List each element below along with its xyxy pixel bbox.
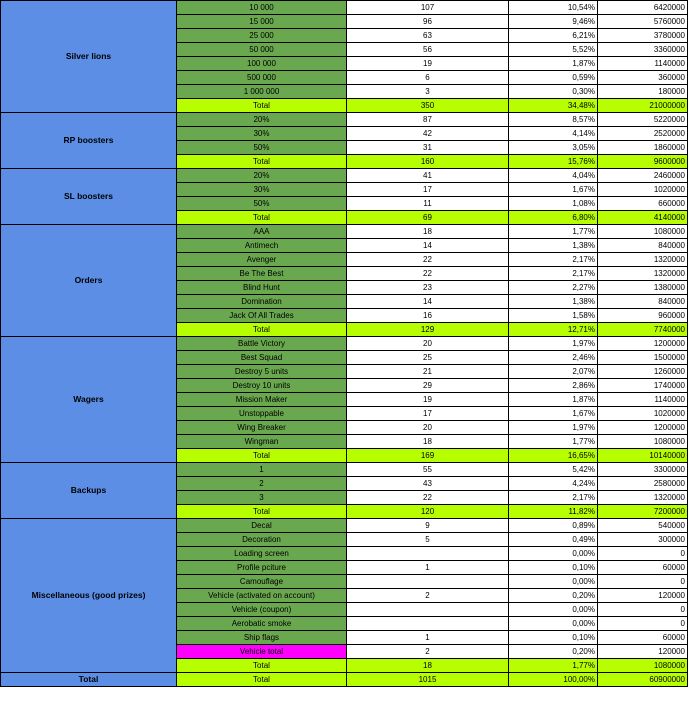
value-cell: 1200000 — [598, 337, 688, 351]
table-row — [1, 519, 688, 533]
count-cell: 19 — [347, 57, 509, 71]
table-row — [1, 169, 688, 183]
value-cell: 1320000 — [598, 253, 688, 267]
item-cell: 50% — [177, 141, 347, 155]
category-cell: SL boosters — [1, 169, 177, 225]
item-cell: Total — [177, 323, 347, 337]
item-cell: Avenger — [177, 253, 347, 267]
count-cell: 19 — [347, 393, 509, 407]
item-cell: 30% — [177, 127, 347, 141]
item-cell: 30% — [177, 183, 347, 197]
item-cell: Total — [177, 659, 347, 673]
percent-cell: 1,97% — [509, 337, 598, 351]
count-cell: 5 — [347, 533, 509, 547]
count-cell: 96 — [347, 15, 509, 29]
percent-cell: 6,21% — [509, 29, 598, 43]
category-cell: Miscellaneous (good prizes) — [1, 519, 177, 673]
table-row — [1, 113, 688, 127]
value-cell: 3300000 — [598, 463, 688, 477]
count-cell: 55 — [347, 463, 509, 477]
value-cell: 21000000 — [598, 99, 688, 113]
count-cell: 129 — [347, 323, 509, 337]
item-cell: Vehicle (coupon) — [177, 603, 347, 617]
percent-cell: 5,52% — [509, 43, 598, 57]
value-cell: 120000 — [598, 589, 688, 603]
item-cell: Total — [177, 673, 347, 687]
value-cell: 2580000 — [598, 477, 688, 491]
count-cell: 17 — [347, 407, 509, 421]
value-cell: 120000 — [598, 645, 688, 659]
value-cell: 7740000 — [598, 323, 688, 337]
count-cell: 3 — [347, 85, 509, 99]
value-cell: 1320000 — [598, 267, 688, 281]
count-cell: 20 — [347, 421, 509, 435]
percent-cell: 1,77% — [509, 435, 598, 449]
value-cell: 840000 — [598, 239, 688, 253]
value-cell: 660000 — [598, 197, 688, 211]
item-cell: Loading screen — [177, 547, 347, 561]
table-row — [1, 225, 688, 239]
value-cell: 5760000 — [598, 15, 688, 29]
count-cell: 42 — [347, 127, 509, 141]
percent-cell: 0,30% — [509, 85, 598, 99]
item-cell: Antimech — [177, 239, 347, 253]
value-cell: 360000 — [598, 71, 688, 85]
value-cell: 1020000 — [598, 183, 688, 197]
percent-cell: 6,80% — [509, 211, 598, 225]
percent-cell: 2,86% — [509, 379, 598, 393]
value-cell: 60000 — [598, 561, 688, 575]
percent-cell: 0,20% — [509, 589, 598, 603]
count-cell: 20 — [347, 337, 509, 351]
percent-cell: 2,46% — [509, 351, 598, 365]
count-cell: 11 — [347, 197, 509, 211]
value-cell: 1500000 — [598, 351, 688, 365]
value-cell: 1080000 — [598, 659, 688, 673]
count-cell: 63 — [347, 29, 509, 43]
percent-cell: 1,87% — [509, 393, 598, 407]
value-cell: 1380000 — [598, 281, 688, 295]
value-cell: 3360000 — [598, 43, 688, 57]
percent-cell: 0,20% — [509, 645, 598, 659]
item-cell: Best Squad — [177, 351, 347, 365]
percent-cell: 8,57% — [509, 113, 598, 127]
value-cell: 60900000 — [598, 673, 688, 687]
value-cell: 1200000 — [598, 421, 688, 435]
value-cell: 0 — [598, 575, 688, 589]
count-cell: 87 — [347, 113, 509, 127]
percent-cell: 1,77% — [509, 659, 598, 673]
percent-cell: 0,10% — [509, 561, 598, 575]
item-cell: 25 000 — [177, 29, 347, 43]
item-cell: 1 000 000 — [177, 85, 347, 99]
count-cell: 2 — [347, 645, 509, 659]
value-cell: 2460000 — [598, 169, 688, 183]
percent-cell: 0,00% — [509, 603, 598, 617]
item-cell: Be The Best — [177, 267, 347, 281]
count-cell: 160 — [347, 155, 509, 169]
table-row — [1, 337, 688, 351]
count-cell — [347, 617, 509, 631]
percent-cell: 0,00% — [509, 617, 598, 631]
item-cell: Domination — [177, 295, 347, 309]
value-cell: 1020000 — [598, 407, 688, 421]
percent-cell: 0,10% — [509, 631, 598, 645]
percent-cell: 1,38% — [509, 295, 598, 309]
percent-cell: 1,67% — [509, 183, 598, 197]
count-cell: 22 — [347, 267, 509, 281]
percent-cell: 9,46% — [509, 15, 598, 29]
count-cell: 31 — [347, 141, 509, 155]
count-cell: 23 — [347, 281, 509, 295]
value-cell: 5220000 — [598, 113, 688, 127]
grand-total-row — [1, 673, 688, 687]
item-cell: Destroy 10 units — [177, 379, 347, 393]
grand-total-label: Total — [1, 673, 177, 687]
count-cell: 169 — [347, 449, 509, 463]
value-cell: 1740000 — [598, 379, 688, 393]
value-cell: 840000 — [598, 295, 688, 309]
count-cell: 43 — [347, 477, 509, 491]
item-cell: Mission Maker — [177, 393, 347, 407]
value-cell: 960000 — [598, 309, 688, 323]
count-cell: 22 — [347, 491, 509, 505]
count-cell: 350 — [347, 99, 509, 113]
count-cell: 69 — [347, 211, 509, 225]
count-cell: 2 — [347, 589, 509, 603]
count-cell: 16 — [347, 309, 509, 323]
value-cell: 0 — [598, 603, 688, 617]
count-cell: 120 — [347, 505, 509, 519]
value-cell: 2520000 — [598, 127, 688, 141]
percent-cell: 4,14% — [509, 127, 598, 141]
item-cell: Camouflage — [177, 575, 347, 589]
percent-cell: 1,77% — [509, 225, 598, 239]
item-cell: Destroy 5 units — [177, 365, 347, 379]
value-cell: 1080000 — [598, 435, 688, 449]
percent-cell: 2,17% — [509, 267, 598, 281]
value-cell: 1080000 — [598, 225, 688, 239]
value-cell: 180000 — [598, 85, 688, 99]
item-cell: 50 000 — [177, 43, 347, 57]
percent-cell: 3,05% — [509, 141, 598, 155]
count-cell — [347, 575, 509, 589]
item-cell: Total — [177, 211, 347, 225]
value-cell: 1860000 — [598, 141, 688, 155]
percent-cell: 34,48% — [509, 99, 598, 113]
category-cell: Backups — [1, 463, 177, 519]
value-cell: 1260000 — [598, 365, 688, 379]
item-cell: 1 — [177, 463, 347, 477]
percent-cell: 10,54% — [509, 1, 598, 15]
percent-cell: 5,42% — [509, 463, 598, 477]
count-cell: 1 — [347, 631, 509, 645]
count-cell — [347, 547, 509, 561]
percent-cell: 0,00% — [509, 575, 598, 589]
value-cell: 1320000 — [598, 491, 688, 505]
item-cell: 15 000 — [177, 15, 347, 29]
table-row — [1, 463, 688, 477]
percent-cell: 16,65% — [509, 449, 598, 463]
count-cell: 29 — [347, 379, 509, 393]
item-cell: Blind Hunt — [177, 281, 347, 295]
category-cell: Orders — [1, 225, 177, 337]
value-cell: 0 — [598, 617, 688, 631]
percent-cell: 1,38% — [509, 239, 598, 253]
count-cell: 14 — [347, 239, 509, 253]
percent-cell: 1,97% — [509, 421, 598, 435]
item-cell: AAA — [177, 225, 347, 239]
item-cell: 20% — [177, 169, 347, 183]
item-cell: Total — [177, 449, 347, 463]
value-cell: 540000 — [598, 519, 688, 533]
count-cell: 22 — [347, 253, 509, 267]
percent-cell: 0,59% — [509, 71, 598, 85]
item-cell: Ship flags — [177, 631, 347, 645]
percent-cell: 4,04% — [509, 169, 598, 183]
value-cell: 0 — [598, 547, 688, 561]
item-cell: Decal — [177, 519, 347, 533]
category-cell: Wagers — [1, 337, 177, 463]
item-cell: 3 — [177, 491, 347, 505]
item-cell: Wing Breaker — [177, 421, 347, 435]
percent-cell: 1,58% — [509, 309, 598, 323]
item-cell: 2 — [177, 477, 347, 491]
count-cell: 56 — [347, 43, 509, 57]
percent-cell: 2,17% — [509, 491, 598, 505]
percent-cell: 0,89% — [509, 519, 598, 533]
count-cell: 6 — [347, 71, 509, 85]
table-row — [1, 1, 688, 15]
percent-cell: 2,17% — [509, 253, 598, 267]
count-cell: 25 — [347, 351, 509, 365]
item-cell: Vehicle (activated on account) — [177, 589, 347, 603]
item-cell: 500 000 — [177, 71, 347, 85]
item-cell: Jack Of All Trades — [177, 309, 347, 323]
value-cell: 1140000 — [598, 57, 688, 71]
value-cell: 60000 — [598, 631, 688, 645]
count-cell: 14 — [347, 295, 509, 309]
item-cell: Battle Victory — [177, 337, 347, 351]
value-cell: 3780000 — [598, 29, 688, 43]
percent-cell: 0,49% — [509, 533, 598, 547]
count-cell: 17 — [347, 183, 509, 197]
percent-cell: 2,07% — [509, 365, 598, 379]
count-cell: 9 — [347, 519, 509, 533]
percent-cell: 1,87% — [509, 57, 598, 71]
value-cell: 7200000 — [598, 505, 688, 519]
value-cell: 9600000 — [598, 155, 688, 169]
item-cell: Total — [177, 99, 347, 113]
item-cell: 20% — [177, 113, 347, 127]
item-cell: Vehicle total — [177, 645, 347, 659]
count-cell — [347, 603, 509, 617]
value-cell: 4140000 — [598, 211, 688, 225]
item-cell: 50% — [177, 197, 347, 211]
item-cell: Decoration — [177, 533, 347, 547]
value-cell: 300000 — [598, 533, 688, 547]
item-cell: Unstoppable — [177, 407, 347, 421]
percent-cell: 1,67% — [509, 407, 598, 421]
count-cell: 41 — [347, 169, 509, 183]
percent-cell: 12,71% — [509, 323, 598, 337]
value-cell: 10140000 — [598, 449, 688, 463]
value-cell: 1140000 — [598, 393, 688, 407]
item-cell: Total — [177, 155, 347, 169]
item-cell: Aerobatic smoke — [177, 617, 347, 631]
item-cell: Total — [177, 505, 347, 519]
category-cell: RP boosters — [1, 113, 177, 169]
item-cell: 10 000 — [177, 1, 347, 15]
percent-cell: 2,27% — [509, 281, 598, 295]
item-cell: Wingman — [177, 435, 347, 449]
percent-cell: 100,00% — [509, 673, 598, 687]
count-cell: 107 — [347, 1, 509, 15]
count-cell: 18 — [347, 225, 509, 239]
count-cell: 1 — [347, 561, 509, 575]
count-cell: 18 — [347, 659, 509, 673]
percent-cell: 1,08% — [509, 197, 598, 211]
category-cell: Silver lions — [1, 1, 177, 113]
item-cell: 100 000 — [177, 57, 347, 71]
percent-cell: 11,82% — [509, 505, 598, 519]
count-cell: 1015 — [347, 673, 509, 687]
count-cell: 21 — [347, 365, 509, 379]
percent-cell: 0,00% — [509, 547, 598, 561]
percent-cell: 15,76% — [509, 155, 598, 169]
value-cell: 6420000 — [598, 1, 688, 15]
count-cell: 18 — [347, 435, 509, 449]
item-cell: Profile pciture — [177, 561, 347, 575]
percent-cell: 4,24% — [509, 477, 598, 491]
